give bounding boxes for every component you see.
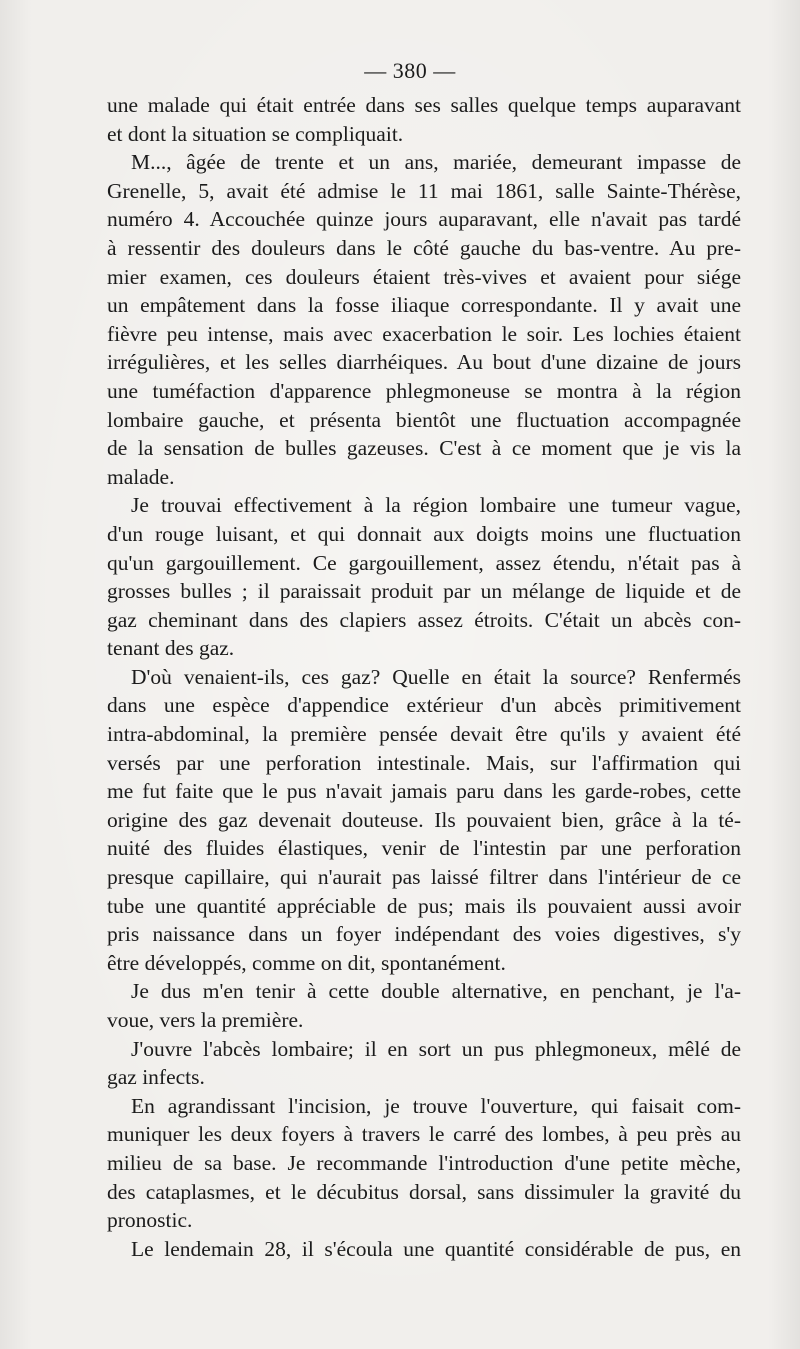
text-line: M..., âgée de trente et un ans, mariée, demeurant impasse de bbox=[131, 150, 741, 175]
paragraph bbox=[107, 491, 741, 663]
text-line: Je trouvai effectivement à la région lombaire une tumeur vague, bbox=[131, 493, 741, 518]
text-line: pris naissance dans un foyer indépendant des voies digestives, s'y bbox=[107, 922, 741, 947]
text-line: J'ouvre l'abcès lombaire; il en sort un pus phlegmoneux, mêlé de bbox=[131, 1036, 741, 1061]
paragraph bbox=[107, 148, 741, 491]
text-line: gaz cheminant dans des clapiers assez étroits. C'était un abcès con- bbox=[107, 607, 741, 632]
page-number: — 380 — bbox=[364, 58, 456, 83]
text-line: dans une espèce d'appendice extérieur d'un abcès primitivement bbox=[107, 693, 741, 718]
text-line: D'où venaient-ils, ces gaz? Quelle en était la source? Renfermés bbox=[131, 664, 741, 689]
text-line: tenant des gaz. bbox=[107, 636, 235, 661]
text-line: et dont la situation se compliquait. bbox=[107, 121, 404, 146]
body-text bbox=[107, 91, 741, 1263]
text-line: de la sensation de bulles gazeuses. C'est à ce moment que je vis la bbox=[107, 436, 741, 461]
text-line: à ressentir des douleurs dans le côté gauche du bas-ventre. Au pre- bbox=[107, 235, 741, 260]
text-line: pronostic. bbox=[107, 1208, 193, 1233]
text-line: voue, vers la première. bbox=[107, 1008, 304, 1032]
text-line: muniquer les deux foyers à travers le carré des lombes, à peu près au bbox=[107, 1122, 741, 1147]
text-line: qu'un gargouillement. Ce gargouillement, assez étendu, n'était pas à bbox=[107, 550, 741, 575]
text-line: nuité des fluides élastiques, venir de l'intestin par une perforation bbox=[107, 836, 741, 861]
text-line: numéro 4. Accouchée quinze jours auparavant, elle n'avait pas tardé bbox=[107, 207, 741, 232]
text-line: fièvre peu intense, mais avec exacerbation le soir. Les lochies étaient bbox=[107, 321, 741, 346]
text-line: versés par une perforation intestinale. Mais, sur l'affirmation qui bbox=[107, 750, 741, 775]
text-line: En agrandissant l'incision, je trouve l'ouverture, qui faisait com- bbox=[131, 1093, 741, 1118]
text-line: Le lendemain 28, il s'écoula une quantité considérable de pus, en bbox=[131, 1236, 741, 1261]
paragraph bbox=[107, 91, 741, 148]
paragraph bbox=[107, 1035, 741, 1092]
text-line: un empâtement dans la fosse iliaque correspondante. Il y avait une bbox=[107, 293, 741, 318]
text-line: tube une quantité appréciable de pus; mais ils pouvaient aussi avoir bbox=[107, 893, 741, 918]
text-line: gaz infects. bbox=[107, 1065, 205, 1090]
paragraph bbox=[107, 1092, 741, 1235]
text-line: intra-abdominal, la première pensée devait être qu'ils y avaient été bbox=[107, 722, 741, 747]
text-line: Je dus m'en tenir à cette double alternative, en penchant, je l'a- bbox=[131, 979, 741, 1004]
text-line: d'un rouge luisant, et qui donnait aux doigts moins une fluctuation bbox=[107, 521, 741, 546]
paragraph bbox=[107, 1235, 741, 1264]
paragraph bbox=[107, 977, 741, 1034]
text-line: être développés, comme on dit, spontanément. bbox=[107, 950, 506, 975]
text-line: presque capillaire, qui n'aurait pas laissé filtrer dans l'intérieur de ce bbox=[107, 865, 741, 890]
text-line: des cataplasmes, et le décubitus dorsal, sans dissimuler la gravité du bbox=[107, 1179, 741, 1204]
text-line: milieu de sa base. Je recommande l'introduction d'une petite mèche, bbox=[107, 1150, 741, 1175]
text-line: origine des gaz devenait douteuse. Ils pouvaient bien, grâce à la té- bbox=[107, 807, 741, 832]
text-line: Grenelle, 5, avait été admise le 11 mai 1861, salle Sainte-Thérèse, bbox=[107, 178, 741, 203]
text-line: irrégulières, et les selles diarrhéiques. Au bout d'une dizaine de jours bbox=[107, 350, 741, 375]
text-line: grosses bulles ; il paraissait produit par un mélange de liquide et de bbox=[107, 579, 741, 604]
text-line: me fut faite que le pus n'avait jamais paru dans les garde-robes, cette bbox=[107, 779, 741, 804]
text-line: lombaire gauche, et présenta bientôt une fluctuation accompagnée bbox=[107, 407, 741, 432]
text-line: malade. bbox=[107, 464, 175, 489]
text-line: mier examen, ces douleurs étaient très-vives et avaient pour siége bbox=[107, 264, 741, 289]
paragraph bbox=[107, 663, 741, 978]
text-line: une malade qui était entrée dans ses salles quelque temps auparavant bbox=[107, 93, 741, 117]
text-line: une tuméfaction d'apparence phlegmoneuse se montra à la région bbox=[107, 378, 741, 403]
